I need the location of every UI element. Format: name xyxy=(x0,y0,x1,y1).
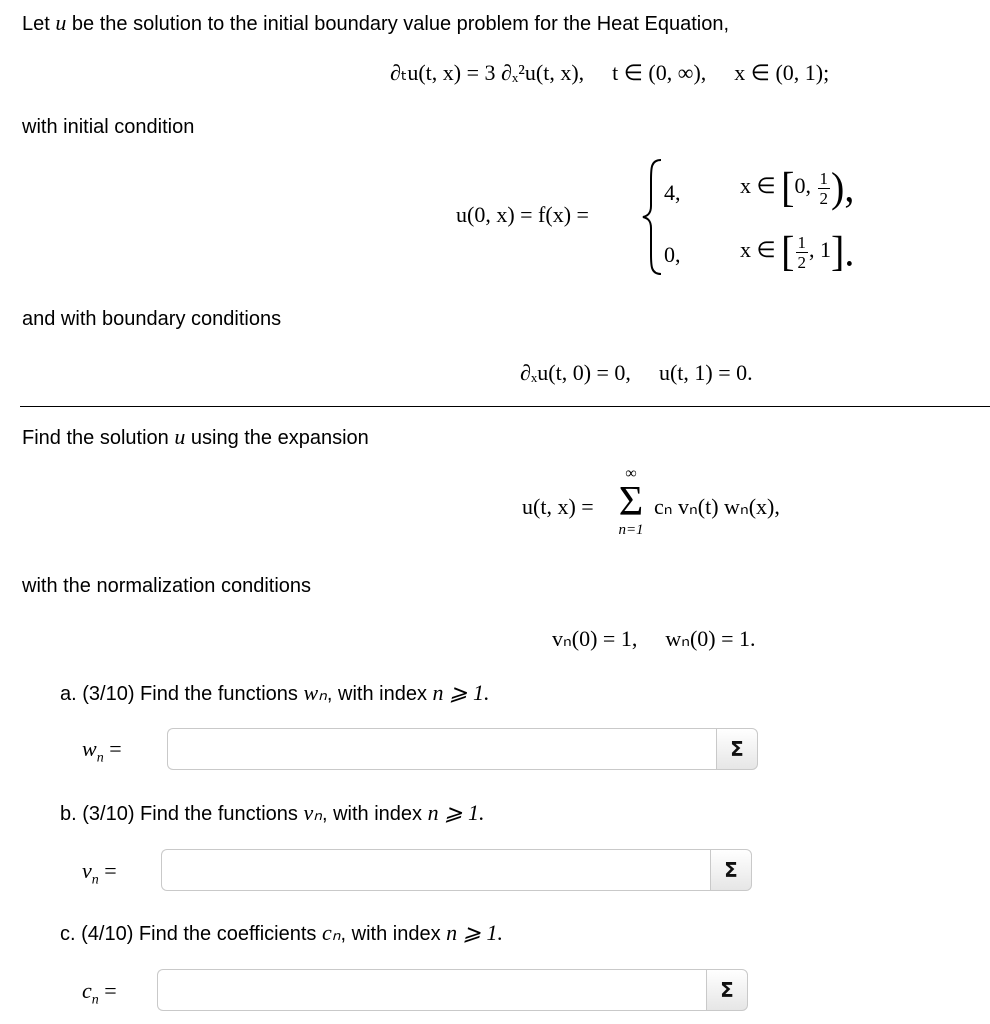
question-b-suffix: , with index xyxy=(322,803,428,825)
question-b-index: n ⩾ 1. xyxy=(427,800,485,825)
intro-var-u: u xyxy=(55,10,67,35)
expansion-label-suffix: using the expansion xyxy=(185,427,369,449)
normalization-w: wₙ(0) = 1. xyxy=(665,626,756,651)
question-c-var: cₙ xyxy=(321,920,341,945)
case2-domain xyxy=(740,227,855,276)
question-b-var: vₙ xyxy=(303,800,322,825)
pde-x-domain: x ∈ (0, 1); xyxy=(734,60,830,85)
question-b xyxy=(60,800,485,826)
question-a-suffix: , with index xyxy=(326,683,433,705)
case2-frac-den: 2 xyxy=(797,252,806,272)
case2-value: 0, xyxy=(664,242,681,267)
left-brace-icon xyxy=(641,158,665,276)
question-c-suffix: , with index xyxy=(340,923,447,945)
intro-text xyxy=(22,10,729,36)
boundary-label: and with boundary conditions xyxy=(22,308,282,330)
case2-end: , 1 xyxy=(809,237,831,263)
heat-equation xyxy=(390,60,829,86)
case2-close-bracket: ]. xyxy=(831,227,855,276)
question-c xyxy=(60,920,503,946)
answer-c-input[interactable] xyxy=(157,969,707,1011)
question-a-prefix: a. (3/10) Find the functions xyxy=(60,683,304,705)
pde-t-domain: t ∈ (0, ∞), xyxy=(612,60,707,85)
initial-condition-lhs: u(0, x) = f(x) = xyxy=(456,202,589,227)
answer-a-label-sub: n xyxy=(96,750,104,766)
answer-c-sigma-button[interactable]: Σ xyxy=(706,969,748,1011)
answer-b-input[interactable] xyxy=(161,849,711,891)
question-a-index: n ⩾ 1. xyxy=(432,680,490,705)
question-a-var: wₙ xyxy=(303,680,327,705)
boundary-condition-1: ∂ₓu(t, 0) = 0, xyxy=(520,360,631,385)
answer-a-sigma-button[interactable]: Σ xyxy=(716,728,758,770)
answer-c-label-eq: = xyxy=(98,978,117,1003)
answer-a-label xyxy=(82,736,122,766)
answer-b-label-sub: n xyxy=(91,872,99,888)
intro-suffix: be the solution to the initial boundary value problem for the Heat Equation, xyxy=(66,13,730,35)
question-c-index: n ⩾ 1. xyxy=(446,920,504,945)
case1-domain xyxy=(740,163,855,212)
case2-frac-num: 1 xyxy=(797,232,806,252)
case1-value: 4, xyxy=(664,180,681,205)
pde-equation: ∂ₜu(t, x) = 3 ∂ₓ²u(t, x), xyxy=(390,60,585,85)
answer-b-sigma-button[interactable]: Σ xyxy=(710,849,752,891)
answer-b-label-var: v xyxy=(82,858,92,883)
summation xyxy=(612,466,650,538)
initial-condition-label: with initial condition xyxy=(22,116,195,138)
section-divider xyxy=(20,406,990,407)
answer-c-label-var: c xyxy=(82,978,92,1003)
normalization-label: with the normalization conditions xyxy=(22,575,312,597)
answer-a-label-var: w xyxy=(82,736,97,761)
expansion-label-var: u xyxy=(174,424,186,449)
case2-open-bracket: [ xyxy=(781,227,795,276)
answer-c-label-sub: n xyxy=(91,992,99,1008)
case1-frac-num: 1 xyxy=(819,168,828,188)
expansion-label-prefix: Find the solution xyxy=(22,427,175,449)
normalization-v: vₙ(0) = 1, xyxy=(552,626,638,651)
case1-open-bracket: [ xyxy=(781,163,795,212)
normalization-conditions xyxy=(552,626,756,652)
case1-start: 0, xyxy=(794,173,811,199)
expansion-lhs: u(t, x) = xyxy=(522,494,594,519)
case1-close-bracket: ), xyxy=(831,163,855,212)
sum-lower-limit: n=1 xyxy=(618,522,644,538)
case1-fraction xyxy=(818,170,831,207)
case2-fraction xyxy=(796,234,809,271)
question-b-prefix: b. (3/10) Find the functions xyxy=(60,803,304,825)
answer-c-label xyxy=(82,978,117,1008)
question-c-prefix: c. (4/10) Find the coefficients xyxy=(60,923,322,945)
answer-a-input[interactable] xyxy=(167,728,717,770)
question-a xyxy=(60,680,489,706)
expansion-rhs: cₙ vₙ(t) wₙ(x), xyxy=(654,494,780,519)
intro-prefix: Let xyxy=(22,13,56,35)
boundary-conditions xyxy=(520,360,753,386)
answer-b-label xyxy=(82,858,117,888)
boundary-condition-2: u(t, 1) = 0. xyxy=(658,360,753,385)
answer-a-label-eq: = xyxy=(103,736,122,761)
case1-frac-den: 2 xyxy=(819,188,828,208)
expansion-label xyxy=(22,424,369,450)
sum-upper-limit: ∞ xyxy=(625,465,637,482)
case1-domain-prefix: x ∈ xyxy=(740,173,776,199)
answer-b-label-eq: = xyxy=(98,858,117,883)
sum-symbol: Σ xyxy=(618,479,644,525)
case2-domain-prefix: x ∈ xyxy=(740,237,776,263)
